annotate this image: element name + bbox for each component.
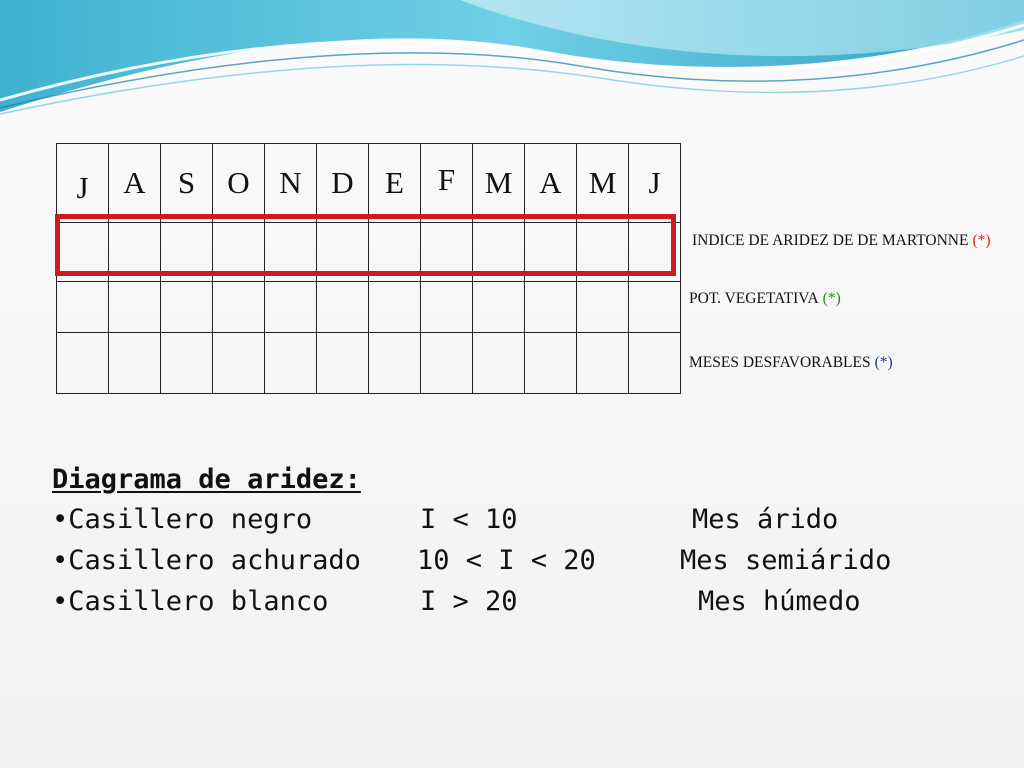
month-header-cell: D [317,144,369,223]
row-label-text: INDICE DE ARIDEZ DE DE MARTONNE [692,232,969,249]
month-header-cell: O [213,144,265,223]
legend-item-result: Mes semiárido [680,545,892,576]
grid-cell [525,333,577,394]
legend-item-name: •Casillero achurado [52,545,361,576]
aridity-row-highlight [55,214,676,276]
legend-item-result: Mes árido [692,504,839,535]
grid-cell [421,333,473,394]
grid-cell [421,282,473,333]
legend-item-condition: 10 < I < 20 [417,545,596,576]
legend-item [52,504,952,540]
vegetative-potential-row [57,282,681,333]
legend-item-condition: I > 20 [420,586,518,617]
month-header-cell: F [421,144,473,223]
grid-cell [109,333,161,394]
unfavorable-months-row [57,333,681,394]
month-header-cell: E [369,144,421,223]
grid-cell [265,333,317,394]
row-label-text: POT. VEGETATIVA [689,290,819,307]
month-header-cell: S [161,144,213,223]
vegetative-potential-label [689,290,841,308]
legend-item [52,586,952,622]
row-label-text: MESES DESFAVORABLES [689,354,871,371]
grid-cell [629,333,681,394]
grid-cell [109,282,161,333]
legend-item-name: •Casillero negro [52,504,313,535]
grid-cell [317,333,369,394]
grid-cell [265,282,317,333]
grid-cell [525,282,577,333]
month-header-cell: N [265,144,317,223]
grid-cell [577,333,629,394]
month-header-cell: M [473,144,525,223]
aridity-legend [52,464,952,634]
grid-cell [577,282,629,333]
row-label-asterisk: (*) [822,290,841,307]
unfavorable-months-label [689,354,893,372]
month-header-cell: J [57,144,109,223]
grid-cell [213,333,265,394]
month-header-cell: J [629,144,681,223]
month-header-cell: A [109,144,161,223]
row-label-asterisk: (*) [874,354,893,371]
grid-cell [57,333,109,394]
legend-item-condition: I < 10 [420,504,518,535]
aridity-index-label [692,232,991,250]
month-header-row [57,144,681,223]
legend-item-name: •Casillero blanco [52,586,329,617]
grid-cell [213,282,265,333]
grid-cell [473,333,525,394]
grid-cell [369,333,421,394]
month-header-cell: A [525,144,577,223]
legend-item [52,545,952,581]
grid-cell [369,282,421,333]
grid-cell [629,282,681,333]
grid-cell [161,282,213,333]
grid-cell [317,282,369,333]
month-header-cell: M [577,144,629,223]
legend-title: Diagrama de aridez: [52,464,361,495]
row-label-asterisk: (*) [972,232,991,249]
grid-cell [473,282,525,333]
header-wave-decoration [0,0,1024,130]
legend-item-result: Mes húmedo [698,586,861,617]
grid-cell [57,282,109,333]
grid-cell [161,333,213,394]
